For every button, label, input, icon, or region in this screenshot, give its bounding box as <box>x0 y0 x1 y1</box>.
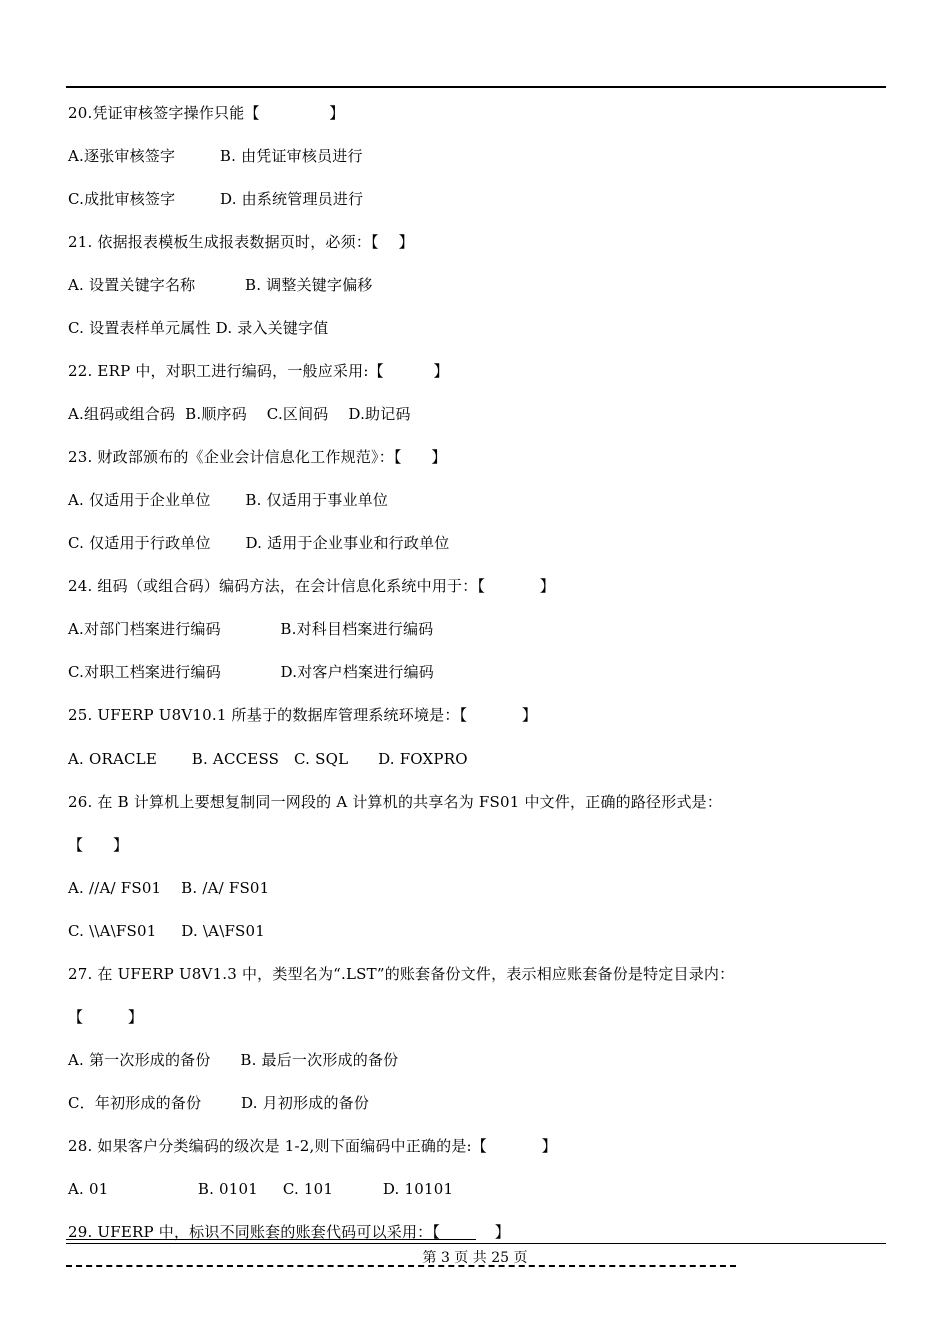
footer-dashed-line <box>66 1265 736 1267</box>
question-25-options: A. ORACLE B. ACCESS C. SQL D. FOXPRO <box>68 750 468 768</box>
question-20: 20.凭证审核签字操作只能【 】 <box>68 104 345 122</box>
question-27-bracket: 【 】 <box>68 1008 144 1026</box>
question-26-options-ab: A. //A/ FS01 B. /A/ FS01 <box>68 879 270 897</box>
footer-rule <box>66 1243 886 1244</box>
header-rule <box>66 86 886 88</box>
question-27: 27. 在 UFERP U8V1.3 中，类型名为“.LST”的账套备份文件，表示相应账套备份是特定目录内： <box>68 965 735 983</box>
question-26-bracket: 【 】 <box>68 836 129 854</box>
page-number: 第 3 页 共 25 页 <box>422 1250 528 1266</box>
question-24-options-ab: A.对部门档案进行编码 B.对科目档案进行编码 <box>68 620 434 638</box>
question-24-options-cd: C.对职工档案进行编码 D.对客户档案进行编码 <box>68 663 434 681</box>
question-22-options: A.组码或组合码 B.顺序码 C.区间码 D.助记码 <box>68 405 411 423</box>
question-21-options-ab: A. 设置关键字名称 B. 调整关键字偏移 <box>68 276 373 294</box>
question-23-options-ab: A. 仅适用于企业单位 B. 仅适用于事业单位 <box>68 491 389 509</box>
question-21: 21. 依据报表模板生成报表数据页时，必须：【 】 <box>68 233 414 251</box>
question-20-options-cd: C.成批审核签字 D. 由系统管理员进行 <box>68 190 364 208</box>
question-20-options-ab: A.逐张审核签字 B. 由凭证审核员进行 <box>68 147 363 165</box>
question-21-options-cd: C. 设置表样单元属性 D. 录入关键字值 <box>68 319 329 337</box>
question-28-options: A. 01 B. 0101 C. 101 D. 10101 <box>68 1180 454 1198</box>
question-23-options-cd: C. 仅适用于行政单位 D. 适用于企业事业和行政单位 <box>68 534 450 552</box>
question-27-options-cd: C．年初形成的备份 D. 月初形成的备份 <box>68 1094 370 1112</box>
question-26: 26. 在 B 计算机上要想复制同一网段的 A 计算机的共享名为 FS01 中文件，正确的路径形式是： <box>68 793 723 811</box>
question-23: 23. 财政部颁布的《企业会计信息化工作规范》：【 】 <box>68 448 447 466</box>
question-26-options-cd: C. \\A\FS01 D. \A\FS01 <box>68 922 266 940</box>
question-28: 28. 如果客户分类编码的级次是 1-2,则下面编码中正确的是:【 】 <box>68 1137 557 1155</box>
question-24: 24. 组码（或组合码）编码方法，在会计信息化系统中用于：【 】 <box>68 577 555 595</box>
question-27-options-ab: A. 第一次形成的备份 B. 最后一次形成的备份 <box>68 1051 399 1069</box>
question-29: 29. UFERP 中，标识不同账套的账套代码可以采用：【 】 <box>68 1223 510 1241</box>
question-25: 25. UFERP U8V10.1 所基于的数据库管理系统环境是：【 】 <box>68 706 538 724</box>
question-29-underline <box>66 1239 476 1240</box>
question-22: 22. ERP 中，对职工进行编码，一般应采用:【 】 <box>68 362 449 380</box>
